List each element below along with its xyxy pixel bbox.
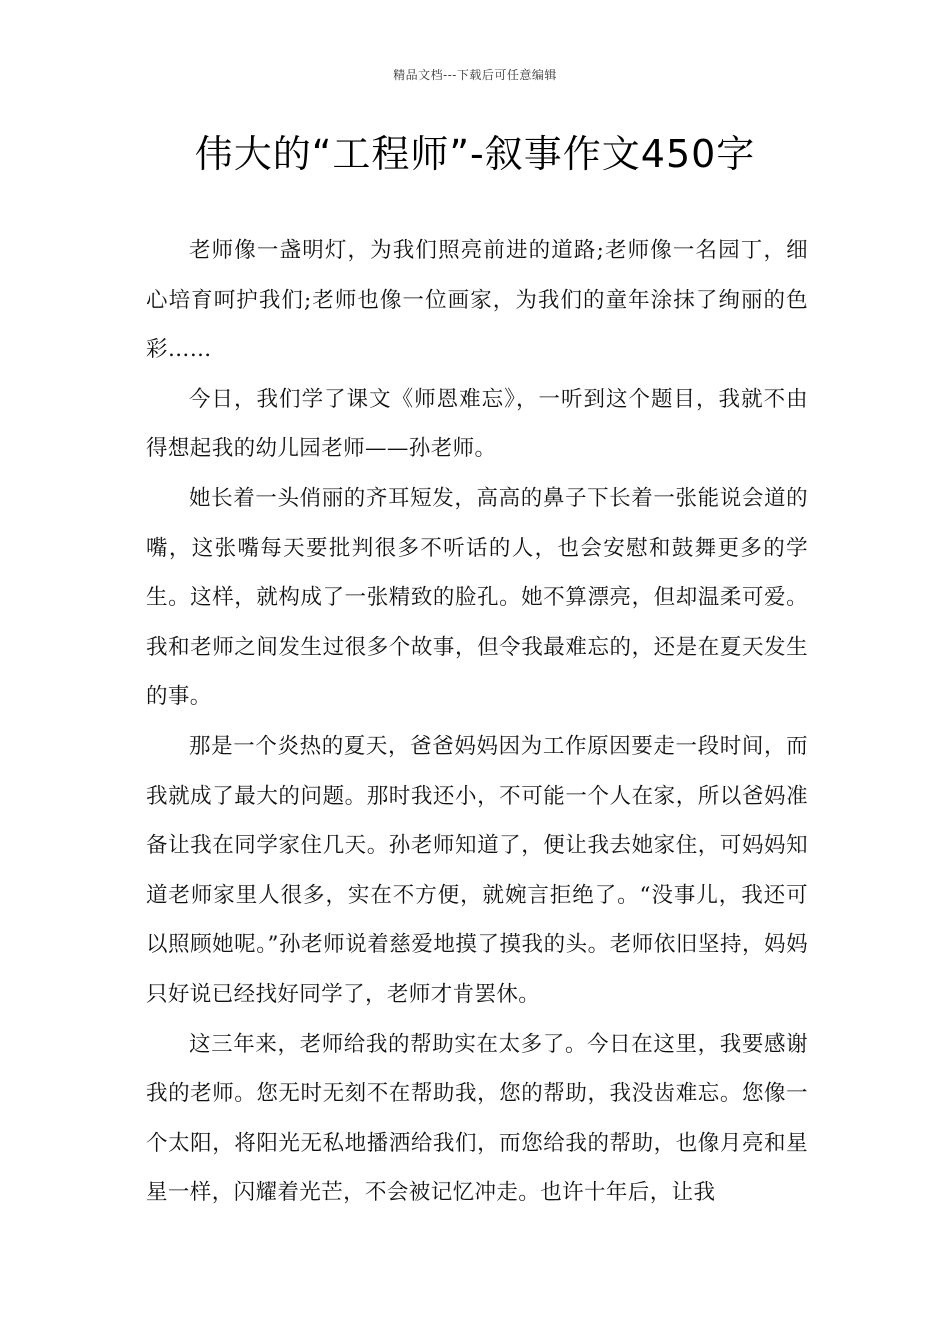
paragraph-2: 今日，我们学了课文《师恩难忘》，一听到这个题目，我就不由得想起我的幼儿园老师——孙老师。 xyxy=(146,386,808,462)
paragraph-4: 那是一个炎热的夏天，爸爸妈妈因为工作原因要走一段时间，而我就成了最大的问题。那时我还小，不可能一个人在家，所以爸妈准备让我在同学家住几天。孙老师知道了，便让我去她家住，可妈妈知道老师家里人很多，实在不方便，就婉言拒绝了。“没事儿，我还可以照顾她呢。”孙老师说着慈爱地摸了摸我的头。老师依旧坚持，妈妈只好说已经找好同学了，老师才肯罢休。 xyxy=(146,733,808,1007)
paragraph-5: 这三年来，老师给我的帮助实在太多了。今日在这里，我要感谢我的老师。您无时无刻不在帮助我，您的帮助，我没齿难忘。您像一个太阳，将阳光无私地播洒给我们，而您给我的帮助，也像月亮和星星一样，闪耀着光芒，不会被记忆冲走。也许十年后，让我 xyxy=(146,1031,808,1206)
paragraph-3: 她长着一头俏丽的齐耳短发，高高的鼻子下长着一张能说会道的嘴，这张嘴每天要批判很多不听话的人，也会安慰和鼓舞更多的学生。这样，就构成了一张精致的脸孔。她不算漂亮，但却温柔可爱。我和老师之间发生过很多个故事，但令我最难忘的，还是在夏天发生的事。 xyxy=(146,485,808,710)
header-note: 精品文档---下载后可任意编辑 xyxy=(393,68,557,82)
article-body xyxy=(146,226,808,1218)
document-title: 伟大的“工程师”-叙事作文450字 xyxy=(194,132,756,176)
paragraph-1: 老师像一盏明灯，为我们照亮前进的道路;老师像一名园丁，细心培育呵护我们;老师也像一位画家，为我们的童年涂抹了绚丽的色彩…… xyxy=(146,238,808,363)
